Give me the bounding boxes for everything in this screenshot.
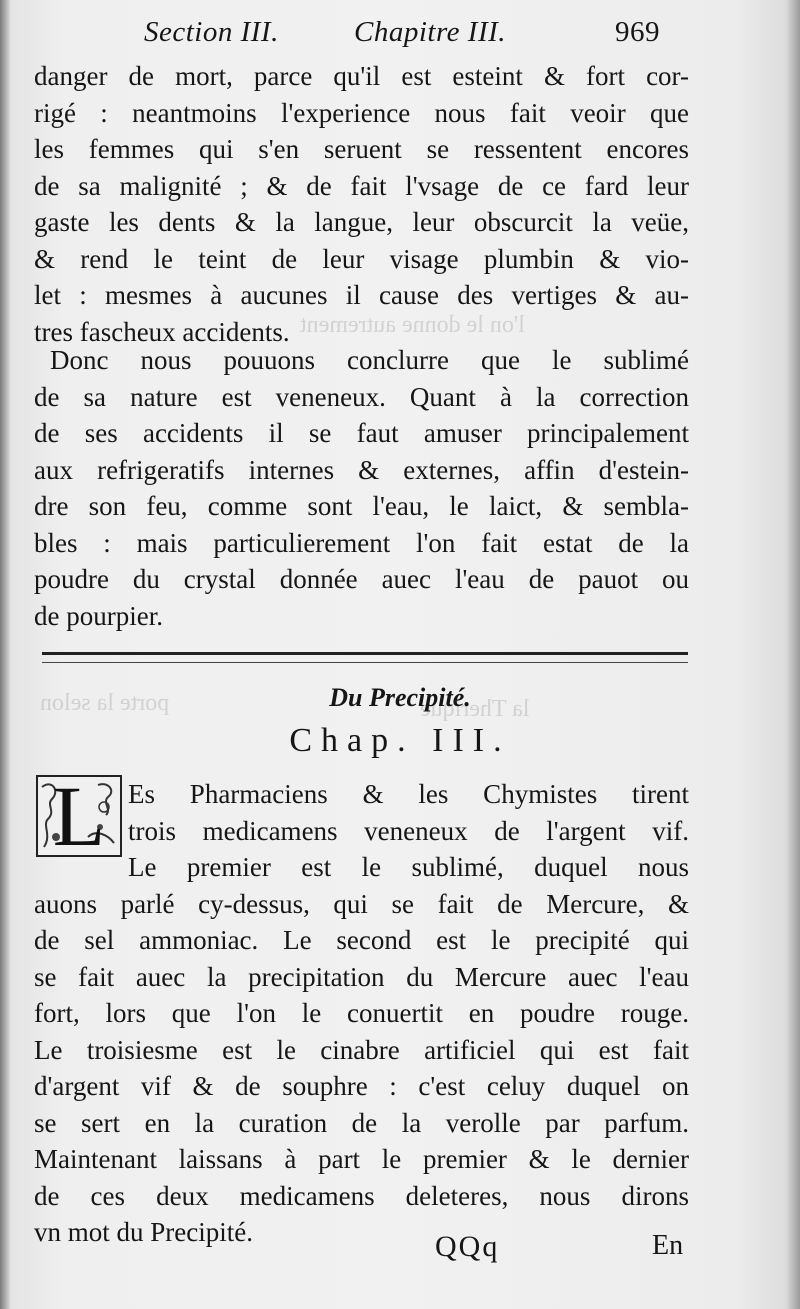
text-line: les femmes qui s'en seruent se ressentent encores [34, 134, 689, 164]
text-line: de sa malignité ; & de fait l'vsage de ce fard leur [34, 170, 689, 201]
text-line: Maintenant laissans à part le premier & le dernier [34, 1144, 689, 1174]
text-line: d'argent vif & de souphre : c'est celuy duquel on [34, 1071, 689, 1101]
show-through-text: porte la selon [40, 690, 170, 716]
text-line: gaste les dents & la langue, leur obscurcit la veüe, [34, 207, 689, 237]
text-line: se fait auec la precipitation du Mercure auec l'eau [34, 961, 689, 992]
catchword: En [652, 1230, 684, 1261]
text-line: Le troisiesme est le cinabre artificiel qui est fait [34, 1034, 689, 1065]
drop-cap-letter: L [52, 768, 106, 864]
paragraph-chapter-body [34, 776, 689, 1251]
text-line: de pourpier. [34, 600, 163, 631]
text-line: trois medicamens veneneux de l'argent vif. [128, 815, 689, 846]
text-line: Le premier est le sublimé, duquel nous [128, 852, 689, 882]
show-through-text: l'on le donne autrement [300, 312, 525, 338]
show-through-text: la Therique [420, 696, 530, 722]
text-line: poudre du crystal donnée auec l'eau de pauot ou [34, 564, 689, 594]
text-line: de sa nature est veneneux. Quant à la correction [34, 381, 689, 412]
text-line: tres fascheux accidents. [34, 316, 290, 347]
text-line: de sel ammoniac. Le second est le precipité qui [34, 925, 689, 955]
text-line: de ces deux medicamens deleteres, nous dirons [34, 1180, 689, 1211]
text-line: aux refrigeratifs internes & externes, affin d'estein- [34, 454, 689, 485]
text-line: auons parlé cy-dessus, qui se fait de Mercure, & [34, 888, 689, 919]
text-line: danger de mort, parce qu'il est esteint & fort cor- [34, 61, 689, 91]
text-line: Donc nous pouuons conclurre que le sublimé [50, 345, 689, 375]
running-head-section: Section III. [144, 16, 279, 48]
chapter-title: Chap. III. [289, 722, 511, 759]
paragraph-continued [34, 58, 689, 350]
running-head-chapter: Chapitre III. [354, 16, 507, 48]
text-line: se sert en la curation de la verolle par parfum. [34, 1107, 689, 1138]
text-line: & rend le teint de leur visage plumbin & vio- [34, 243, 689, 274]
section-divider [42, 652, 688, 663]
page-number: 969 [615, 16, 660, 48]
text-line: Es Pharmaciens & les Chymistes tirent [128, 779, 689, 809]
paragraph-conclusion [34, 342, 689, 634]
text-line: fort, lors que l'on le conuertit en poudre rouge. [34, 998, 689, 1028]
text-line: dre son feu, comme sont l'eau, le laict, & sembla- [34, 491, 689, 521]
text-line: bles : mais particulierement l'on fait estat de la [34, 527, 689, 558]
section-title: Du Precipité. [329, 683, 471, 712]
text-line: vn mot du Precipité. [34, 1217, 253, 1247]
text-line: let : mesmes à aucunes il cause des vertiges & au- [34, 280, 689, 310]
page-gutter-shadow [0, 0, 10, 1309]
running-head [140, 16, 660, 56]
text-line: rigé : neantmoins l'experience nous fait veoir que [34, 97, 689, 128]
text-line: de ses accidents il se faut amuser principalement [34, 418, 689, 448]
page-edge-shadow [786, 0, 800, 1309]
signature-mark: QQq [435, 1230, 500, 1263]
